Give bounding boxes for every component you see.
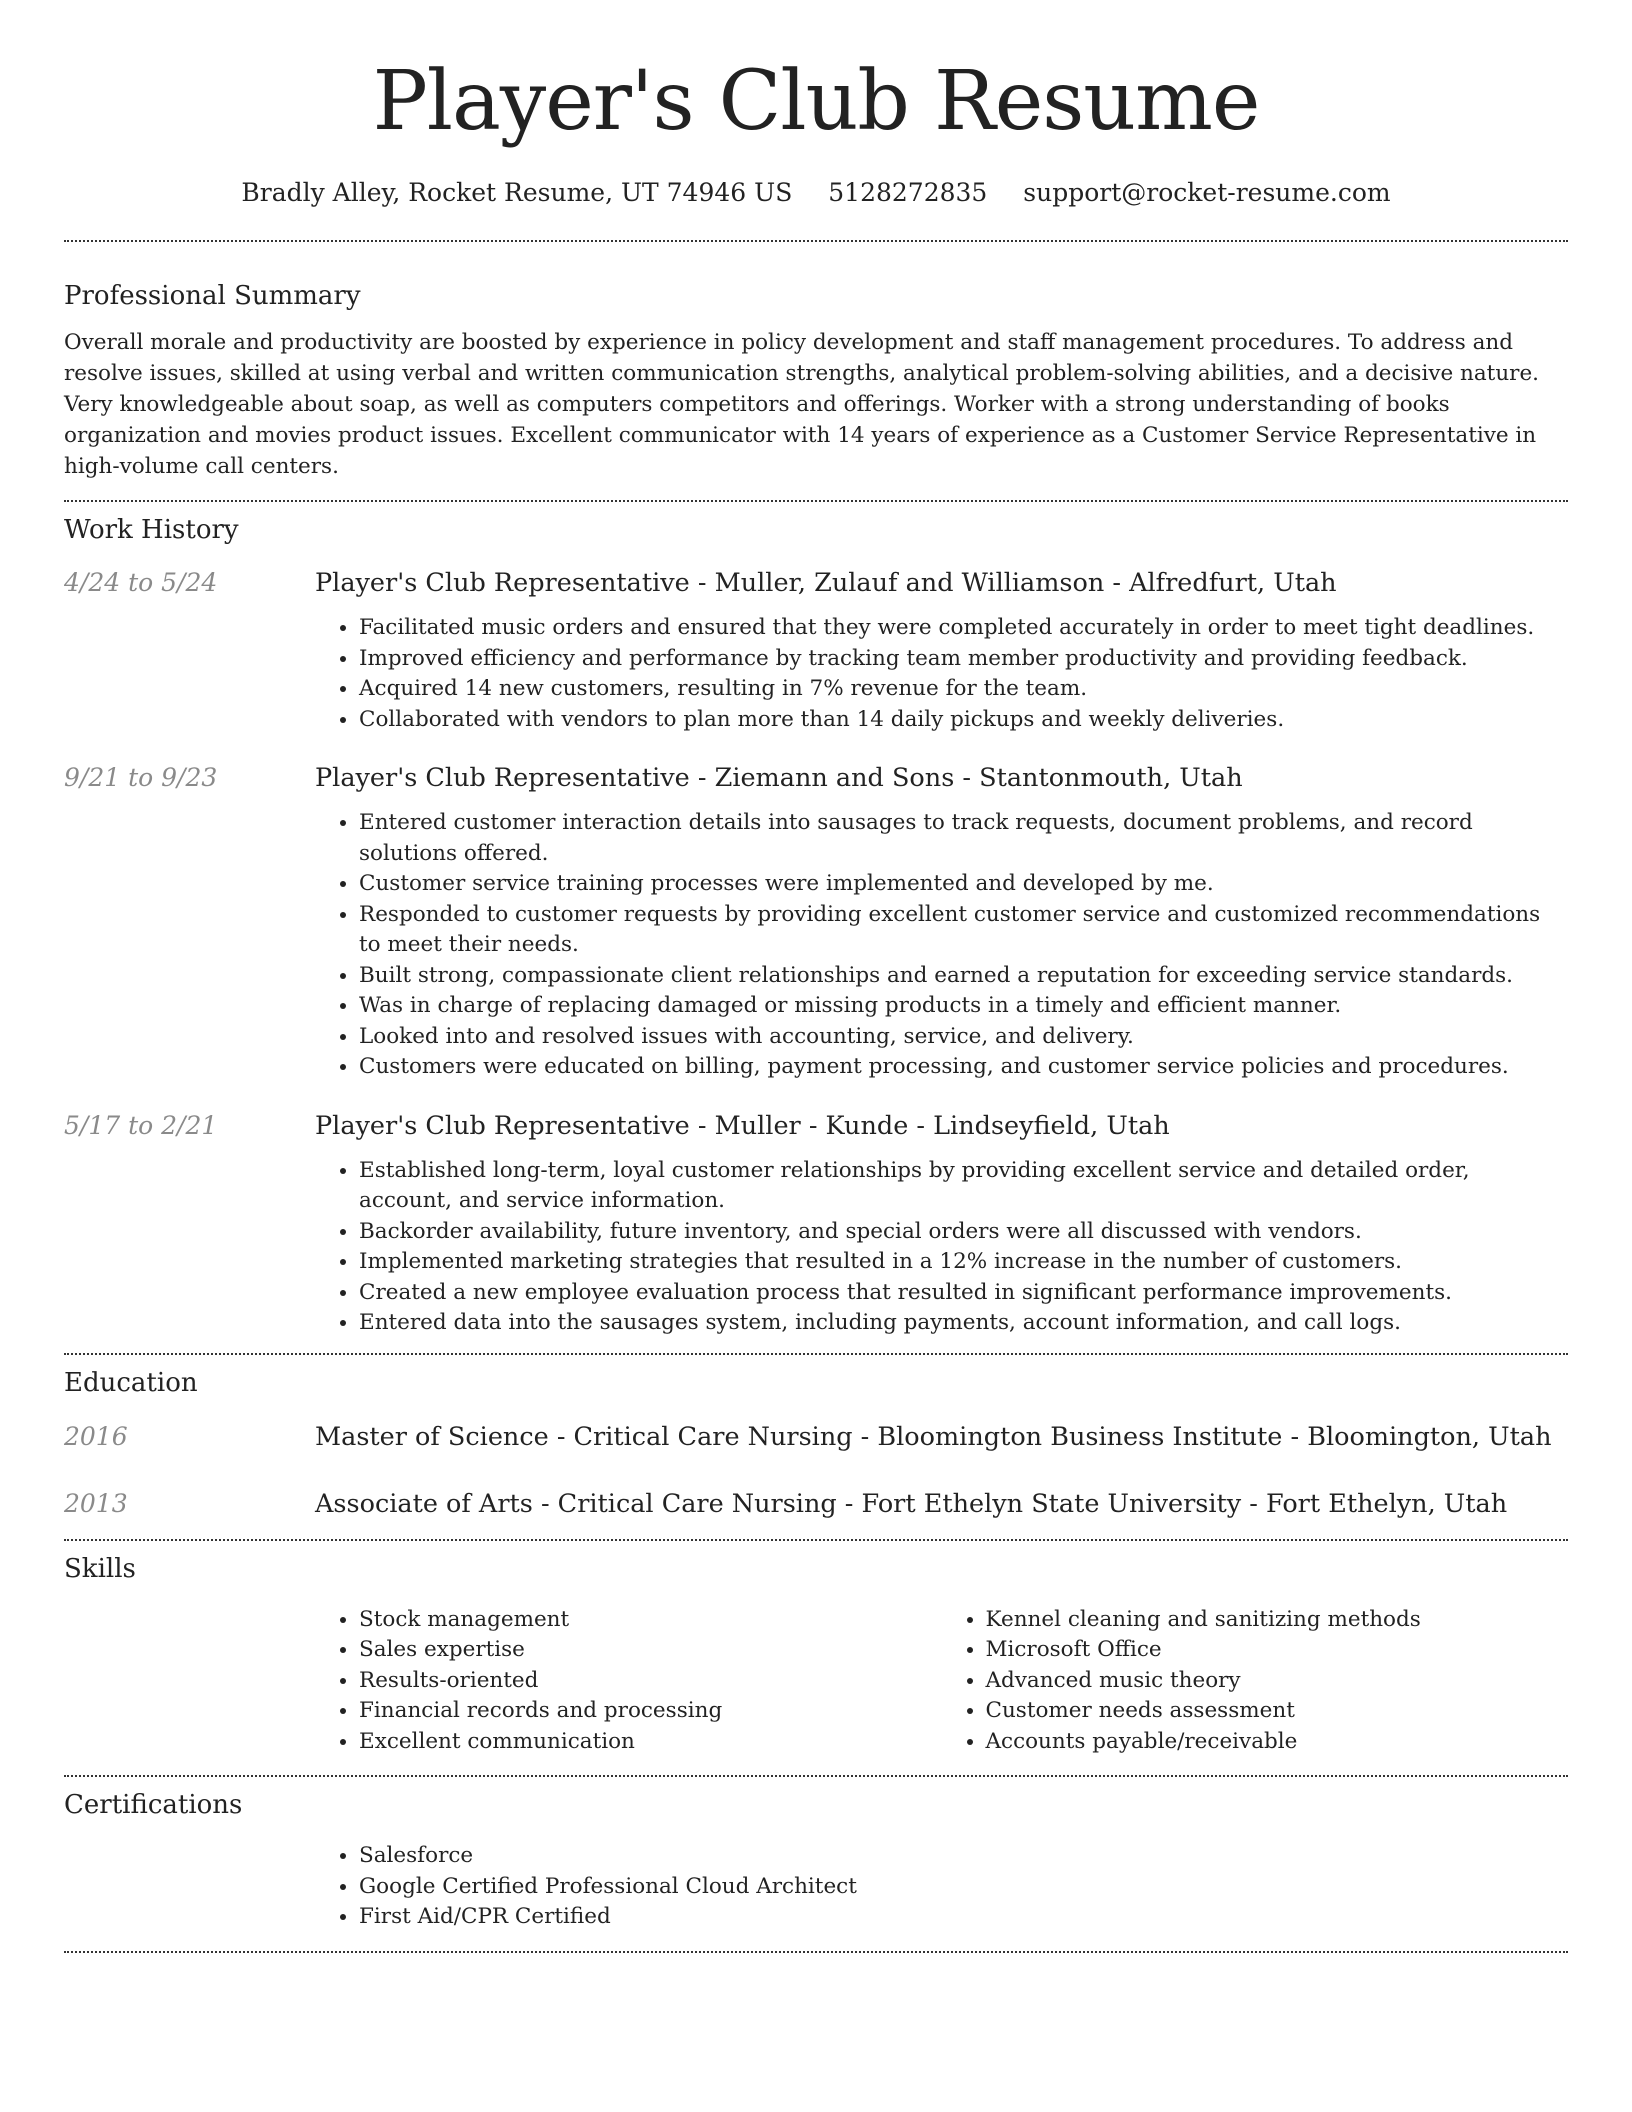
job-dates: 9/21 to 9/23 [64, 763, 218, 792]
divider [64, 1539, 1568, 1541]
education-year: 2013 [64, 1488, 128, 1518]
list-item: • Was in charge of replacing damaged or missing products in a timely and efficient manner. [359, 991, 1568, 1022]
list-item: • Results-oriented [359, 1666, 942, 1697]
divider [64, 1353, 1568, 1355]
job-bullets [315, 808, 1568, 1083]
list-item: • Entered customer interaction details into sausages to track requests, document problems, and record solutions offered. [359, 808, 1568, 869]
list-item: • Implemented marketing strategies that resulted in a 12% increase in the number of customers. [359, 1247, 1568, 1278]
contact-address: Bradly Alley, Rocket Resume, UT 74946 US [241, 178, 793, 207]
job-title: Player's Club Representative - Muller - Kunde - Lindseyfield, Utah [315, 1110, 1170, 1141]
list-item: • Established long-term, loyal customer relationships by providing excellent service and detailed order, account, and service information. [359, 1156, 1568, 1217]
education-heading: Education [64, 1367, 198, 1398]
divider [64, 1951, 1568, 1953]
list-item: • Salesforce [359, 1841, 1568, 1872]
job-title: Player's Club Representative - Muller, Zulauf and Williamson - Alfredfurt, Utah [315, 568, 1337, 598]
job-dates: 5/17 to 2/21 [64, 1110, 218, 1140]
list-item: • Created a new employee evaluation process that resulted in significant performance improvements. [359, 1278, 1568, 1309]
list-item: • First Aid/CPR Certified [359, 1902, 1568, 1933]
skills-list-left [315, 1605, 942, 1758]
contact-email: support@rocket-resume.com [1023, 178, 1391, 207]
work-history-heading: Work History [64, 515, 239, 545]
job-entry [64, 566, 1568, 735]
list-item: • Stock management [359, 1605, 942, 1636]
list-item: • Backorder availability, future inventory, and special orders were all discussed with vendors. [359, 1217, 1568, 1248]
job-details [315, 566, 1534, 735]
skills-list-right [942, 1605, 1569, 1758]
job-details [315, 1109, 1568, 1339]
job-bullets [315, 1156, 1568, 1339]
list-item: • Google Certified Professional Cloud Architect [359, 1872, 1568, 1903]
list-item: • Built strong, compassionate client relationships and earned a reputation for exceeding service standards. [359, 961, 1568, 992]
list-item: • Acquired 14 new customers, resulting in 7% revenue for the team. [359, 674, 1534, 705]
skills-heading: Skills [64, 1553, 136, 1584]
education-entry [64, 1420, 1568, 1454]
job-dates: 4/24 to 5/24 [64, 568, 218, 597]
list-item: • Customer service training processes were implemented and developed by me. [359, 869, 1568, 900]
list-item: • Customer needs assessment [986, 1696, 1569, 1727]
job-title: Player's Club Representative - Ziemann and Sons - Stantonmouth, Utah [315, 763, 1243, 793]
job-entry [64, 1109, 1568, 1339]
list-item: • Looked into and resolved issues with accounting, service, and delivery. [359, 1022, 1568, 1053]
list-item: • Responded to customer requests by providing excellent customer service and customized recommendations to meet their needs. [359, 900, 1568, 961]
list-item: • Collaborated with vendors to plan more than 14 daily pickups and weekly deliveries. [359, 705, 1534, 736]
job-details [315, 761, 1568, 1083]
list-item: • Sales expertise [359, 1635, 942, 1666]
education-entry [64, 1487, 1568, 1521]
list-item: • Advanced music theory [986, 1666, 1569, 1697]
skills-columns [315, 1605, 1568, 1758]
contact-phone: 5128272835 [828, 178, 988, 207]
list-item: • Entered data into the sausages system, including payments, account information, and call logs. [359, 1308, 1568, 1339]
page-title: Player's Club Resume [372, 54, 1260, 149]
certifications-heading: Certifications [64, 1790, 243, 1820]
job-entry [64, 761, 1568, 1083]
contact-line [64, 176, 1568, 210]
list-item: • Customers were educated on billing, payment processing, and customer service policies and procedures. [359, 1052, 1568, 1083]
certifications-block [315, 1841, 1568, 1933]
education-title: Associate of Arts - Critical Care Nursing - Fort Ethelyn State University - Fort Ethelyn, Utah [315, 1488, 1508, 1519]
certifications-list [315, 1841, 1568, 1933]
divider [64, 240, 1568, 242]
list-item: • Improved efficiency and performance by tracking team member productivity and providing feedback. [359, 644, 1534, 675]
list-item: • Accounts payable/receivable [986, 1727, 1569, 1758]
summary-text: Overall morale and productivity are boosted by experience in policy development and staff management procedures. To address and resolve issues, skilled at using verbal and written communication strengths, analytical problem-solving abilities, and a decisive nature. Very knowledgeable about soap, as well as computers competitors and offerings. Worker with a strong understanding of books organization and movies product issues. Excellent communicator with 14 years of experience as a Customer Service Representative in high-volume call centers. [64, 330, 1540, 479]
summary-heading: Professional Summary [64, 281, 361, 311]
divider [64, 500, 1568, 502]
list-item: • Facilitated music orders and ensured that they were completed accurately in order to meet tight deadlines. [359, 613, 1534, 644]
list-item: • Excellent communication [359, 1727, 942, 1758]
education-year: 2016 [64, 1421, 128, 1451]
education-title: Master of Science - Critical Care Nursing - Bloomington Business Institute - Bloomington, Utah [315, 1421, 1552, 1452]
divider [64, 1775, 1568, 1777]
list-item: • Microsoft Office [986, 1635, 1569, 1666]
job-bullets [315, 613, 1534, 735]
resume-page [64, 0, 1568, 1953]
list-item: • Kennel cleaning and sanitizing methods [986, 1605, 1569, 1636]
list-item: • Financial records and processing [359, 1696, 942, 1727]
